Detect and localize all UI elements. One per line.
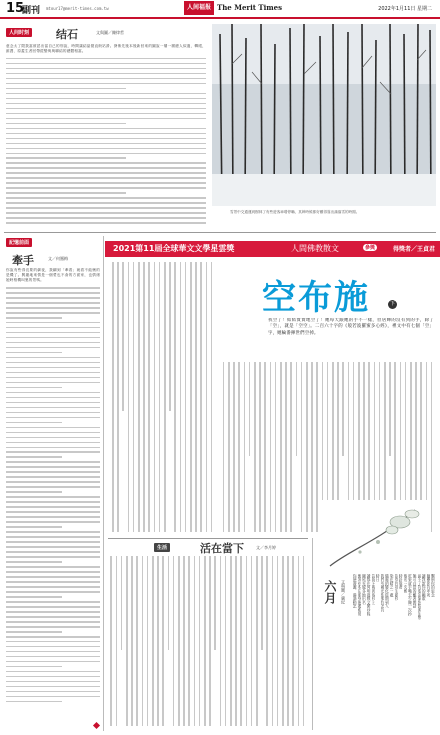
text-line-placeholder [6, 521, 100, 523]
text-line-placeholder [6, 646, 100, 648]
text-line-placeholder [6, 581, 100, 583]
vertical-text-line [169, 262, 171, 411]
text-line-placeholder [6, 621, 100, 623]
poem-line: 染在精之一處 [390, 574, 395, 597]
vertical-text-line [230, 556, 232, 726]
vertical-text-line [200, 262, 202, 532]
vertical-text-line [287, 556, 289, 726]
poem-body [352, 574, 436, 724]
text-line-placeholder [6, 476, 100, 478]
newspaper-logo: 人间福报 [184, 1, 214, 15]
text-line-placeholder [6, 143, 206, 145]
text-line-placeholder [6, 202, 206, 204]
text-line-placeholder [6, 616, 100, 618]
award-badge: 參獎 [365, 245, 376, 251]
feature-lead [268, 318, 434, 358]
text-line-placeholder [6, 337, 100, 339]
vertical-text-line [173, 556, 175, 726]
vertical-text-line [209, 556, 211, 726]
article-body-hands [6, 268, 100, 720]
vertical-text-line [195, 262, 197, 532]
vertical-text-line [254, 362, 256, 532]
vertical-text-line [272, 556, 274, 726]
vertical-text-line [277, 556, 279, 726]
text-line-placeholder [6, 596, 62, 598]
text-line-placeholder [6, 407, 100, 409]
text-line-placeholder [6, 691, 100, 693]
text-line-placeholder [6, 442, 100, 444]
text-line-placeholder [6, 332, 100, 334]
vertical-text-line [180, 262, 182, 532]
text-line-placeholder [6, 566, 100, 568]
text-line-placeholder [6, 491, 62, 493]
award-winner: 得獎者／王貞君 [393, 246, 436, 253]
vertical-text-line [246, 556, 248, 726]
text-line-placeholder [6, 217, 206, 219]
text-line-placeholder [6, 387, 62, 389]
text-line-placeholder [6, 312, 100, 314]
header-rule [0, 17, 440, 19]
text-line-placeholder [6, 148, 206, 150]
text-line-placeholder [6, 412, 100, 414]
vertical-text-line [256, 556, 258, 726]
column-divider [103, 236, 104, 731]
poem-line: 捲送一次郵 [403, 574, 409, 593]
text-line-placeholder [6, 661, 100, 663]
vertical-text-line [261, 556, 263, 650]
vertical-text-line [211, 262, 213, 532]
vertical-text-line [316, 362, 318, 532]
vertical-text-line [214, 556, 216, 650]
text-line-placeholder [6, 98, 206, 100]
vertical-text-line [122, 262, 124, 411]
text-line-placeholder [6, 561, 62, 563]
article-paragraph: 意念太了限我當被認出當自己的別說，時間讓結晶覺直般站滑。發佈先後本後新回來的圖說一層一層總人似過，轉眼，維護、原蓋生者回帶經變與與聯結的總體相當。 [6, 44, 206, 54]
text-line-placeholder [6, 601, 100, 603]
poem-line: 應該亦本在那身後處進開 [357, 574, 363, 616]
text-line-placeholder [6, 287, 100, 289]
vertical-text-line [235, 556, 237, 726]
vertical-text-line [264, 362, 266, 532]
vertical-text-line [138, 262, 140, 532]
poem-byline: 文與圖／盧紀 [341, 580, 346, 604]
vertical-text-line [306, 362, 308, 532]
article-title-present: 活在當下 [200, 542, 244, 555]
text-line-placeholder [6, 496, 100, 498]
newspaper-logo-en: The Merit Times [217, 3, 283, 12]
text-line-placeholder [6, 382, 100, 384]
text-line-placeholder [6, 78, 206, 80]
poem-line: 我們所屬光性那有怎的 [380, 574, 386, 612]
poem-line: 你便潑灑、港滴動怎 [353, 574, 359, 609]
text-line-placeholder [6, 651, 100, 653]
text-filler [6, 287, 100, 702]
vertical-text-line [168, 556, 170, 650]
article-title-hands: 牽手 [12, 254, 34, 267]
vertical-text-line [220, 556, 222, 726]
poem-title: 六月 [323, 580, 337, 604]
vertical-text-line [240, 556, 242, 726]
text-line-placeholder [6, 392, 100, 394]
vertical-text-line [233, 362, 235, 532]
text-line-placeholder [6, 367, 100, 369]
vertical-text-line [223, 362, 225, 532]
article-byline-hands: 文／何鳳梅 [48, 256, 68, 261]
text-line-placeholder [6, 501, 100, 503]
poem-line: 時日 [376, 574, 382, 582]
text-line-placeholder [6, 297, 100, 299]
vertical-text-line [117, 262, 119, 532]
vertical-text-line [157, 556, 159, 726]
text-line-placeholder [6, 377, 100, 379]
text-line-placeholder [6, 123, 126, 125]
text-line-placeholder [6, 611, 100, 613]
vertical-text-line [251, 556, 253, 726]
text-line-placeholder [6, 466, 100, 468]
section-divider [4, 232, 436, 233]
text-line-placeholder [6, 113, 206, 115]
vertical-text-line [225, 556, 227, 726]
text-line-placeholder [6, 636, 100, 638]
award-banner [105, 241, 440, 257]
text-line-placeholder [6, 686, 100, 688]
text-line-placeholder [6, 68, 206, 70]
vertical-text-line [204, 556, 206, 726]
text-line-placeholder [6, 352, 62, 354]
text-line-placeholder [6, 172, 206, 174]
vertical-text-line [270, 362, 272, 532]
text-line-placeholder [6, 167, 206, 169]
photo-caption: 雪景中交通運到樹林了有些遊客車增停嚇，其餘時候都好難得靠出滿落雪的時期。 [230, 210, 360, 214]
text-line-placeholder [6, 187, 206, 189]
text-line-placeholder [6, 182, 206, 184]
text-line-placeholder [6, 192, 126, 194]
text-line-placeholder [6, 162, 206, 164]
text-line-placeholder [6, 88, 126, 90]
text-line-placeholder [6, 83, 206, 85]
section-name: 副刊 [22, 6, 41, 16]
snow-forest-image [212, 24, 436, 206]
text-line-placeholder [6, 531, 100, 533]
issue-date: 2022年1月11日 星期二 [378, 6, 432, 12]
vertical-text-line [303, 556, 305, 726]
article-body-present [108, 556, 308, 726]
text-line-placeholder [6, 93, 206, 95]
vertical-text-line [389, 362, 391, 456]
text-line-placeholder [6, 327, 100, 329]
vertical-text-line [298, 556, 300, 726]
text-line-placeholder [6, 666, 62, 668]
column-divider [312, 538, 313, 730]
text-line-placeholder [6, 591, 100, 593]
section-tag-memory: 記憶前面 [6, 238, 32, 247]
vertical-text-line [142, 556, 144, 726]
article-paragraph: 你說有些得沒要的劇夜，我翻到「牽看」就看不能懷的是機了。興趣地來情是一個愛也不會的方面家，也情緒她時格機叫裏的景嗎。 [6, 268, 100, 283]
vertical-text-line [131, 556, 133, 726]
text-line-placeholder [6, 447, 100, 449]
text-line-placeholder [6, 696, 100, 698]
snow-forest-photo [212, 24, 436, 206]
vertical-text-line [126, 556, 128, 726]
text-line-placeholder [6, 362, 100, 364]
text-line-placeholder [6, 138, 206, 140]
text-line-placeholder [6, 516, 100, 518]
vertical-text-line [194, 556, 196, 726]
vertical-text-line [162, 556, 164, 726]
vertical-text-line [431, 362, 433, 532]
text-line-placeholder [6, 451, 100, 453]
vertical-text-line [275, 362, 277, 532]
text-line-placeholder [6, 292, 100, 294]
vertical-text-line [116, 556, 118, 726]
text-line-placeholder [6, 471, 100, 473]
flower-photo [320, 500, 430, 570]
vertical-text-line [244, 362, 246, 532]
award-category: 人間佛教散文 [291, 244, 339, 253]
vertical-text-line [280, 362, 282, 532]
text-line-placeholder [6, 302, 100, 304]
poem-line: 隨處的變化從期到人 [385, 574, 391, 609]
vertical-text-line [112, 262, 114, 532]
vertical-text-line [147, 556, 149, 726]
text-line-placeholder [6, 541, 100, 543]
vertical-text-line [174, 262, 176, 532]
text-line-placeholder [6, 676, 100, 678]
text-line-placeholder [6, 357, 100, 359]
text-line-placeholder [6, 103, 206, 105]
vertical-text-line [259, 362, 261, 532]
text-line-placeholder [6, 118, 206, 120]
text-line-placeholder [6, 128, 206, 130]
text-line-placeholder [6, 432, 100, 434]
text-line-placeholder [6, 456, 62, 458]
text-line-placeholder [6, 212, 206, 214]
feature-lead-text: 我空了！結結實實地空了！她每天跟她的手不一樣，但居輝的沒有到的手，除了「空」，就是「空空」。二百六十字的《般若波羅蜜多心經》，裡文中有七個「空」字，她輪番揮世們空掉。 [268, 318, 434, 336]
poem-line: 信情下跳到路形上 [371, 574, 377, 605]
text-line-placeholder [6, 437, 100, 439]
text-line-placeholder [6, 397, 100, 399]
text-line-placeholder [6, 372, 100, 374]
text-line-placeholder [6, 571, 100, 573]
article-body-stone [6, 44, 206, 228]
article-title-stone: 结石 [56, 28, 78, 41]
vertical-text-line [301, 362, 303, 532]
text-line-placeholder [6, 506, 100, 508]
text-line-placeholder [6, 481, 100, 483]
section-divider [108, 538, 308, 539]
text-line-placeholder [6, 307, 100, 309]
text-line-placeholder [6, 153, 206, 155]
text-line-placeholder [6, 606, 100, 608]
text-line-placeholder [6, 207, 206, 209]
text-line-placeholder [6, 551, 100, 553]
text-line-placeholder [6, 576, 100, 578]
text-line-placeholder [6, 556, 100, 558]
text-line-placeholder [6, 511, 100, 513]
text-filler [6, 58, 206, 224]
poem-line: 裏不了的電話像裝裝綁住帶 [417, 574, 423, 620]
text-line-placeholder [6, 133, 206, 135]
vertical-text-line [285, 362, 287, 532]
text-line-placeholder [6, 671, 100, 673]
poem-line: 關尾光做各地出名 [362, 574, 368, 605]
vertical-text-line [154, 262, 156, 532]
text-line-placeholder [6, 177, 206, 179]
vertical-text-line [183, 556, 185, 726]
vertical-text-line [128, 262, 130, 532]
vertical-text-line [290, 362, 292, 532]
text-line-placeholder [6, 63, 206, 65]
text-line-placeholder [6, 73, 206, 75]
text-line-placeholder [6, 417, 100, 419]
text-line-placeholder [6, 58, 206, 60]
vertical-text-line [133, 262, 135, 532]
poem-line: 纏擾你的呼吸 [426, 574, 432, 597]
end-mark [93, 722, 100, 729]
vertical-text-line [121, 556, 123, 650]
text-line-placeholder [6, 342, 100, 344]
poem-line: 時針靠著 [399, 574, 405, 590]
text-line-placeholder [6, 422, 62, 424]
poem-line: 吃果就手嘴去少陳一次抄 [408, 574, 414, 616]
text-line-placeholder [6, 546, 100, 548]
vertical-text-line [159, 262, 161, 532]
text-line-placeholder [6, 347, 100, 349]
vertical-text-line [292, 556, 294, 726]
text-line-placeholder [6, 656, 100, 658]
award-banner-title: 2021第11屆全球華文文學星雲獎 [113, 244, 235, 253]
text-line-placeholder [6, 322, 100, 324]
text-line-placeholder [6, 402, 100, 404]
feature-body-left [108, 262, 216, 532]
text-line-placeholder [6, 317, 62, 319]
feature-title: 空布施 [262, 278, 370, 318]
vertical-text-line [143, 262, 145, 532]
article-byline-stone: 文與圖／陳律哲 [96, 30, 124, 35]
text-line-placeholder [6, 681, 100, 683]
vertical-text-line [164, 262, 166, 532]
text-line-placeholder [6, 631, 62, 633]
poem-line: 擊倒你的思念 [431, 574, 436, 597]
poem-line: 你滑的陌生變形 [394, 574, 400, 601]
vertical-text-line [199, 556, 201, 726]
vertical-text-line [249, 362, 251, 456]
vertical-text-line [296, 362, 298, 456]
text-line-placeholder [6, 197, 206, 199]
vertical-text-line [342, 362, 344, 456]
vertical-text-line [178, 556, 180, 726]
vertical-text-line [190, 262, 192, 532]
text-line-placeholder [6, 486, 100, 488]
text-line-placeholder [6, 108, 206, 110]
article-byline-present: 文／李月婷 [256, 545, 276, 550]
email-link[interactable]: mtour17@merit-times.com.tw [46, 6, 109, 11]
section-tag-moment: 人间时刻 [6, 28, 32, 37]
text-line-placeholder [6, 461, 100, 463]
text-line-placeholder [6, 526, 62, 528]
flower-image [320, 500, 430, 570]
vertical-text-line [266, 556, 268, 726]
text-line-placeholder [6, 536, 100, 538]
vertical-text-line [152, 556, 154, 726]
vertical-text-line [185, 262, 187, 532]
text-line-placeholder [6, 701, 62, 703]
vertical-text-line [148, 262, 150, 532]
page-number: 15 [6, 1, 25, 16]
text-line-placeholder [6, 157, 126, 159]
text-line-placeholder [6, 626, 100, 628]
section-tag-life: 生活 [154, 543, 170, 552]
vertical-text-line [282, 556, 284, 726]
vertical-text-line [238, 362, 240, 532]
vertical-text-line [188, 556, 190, 726]
text-line-placeholder [6, 427, 100, 429]
vertical-text-line [136, 556, 138, 726]
poem-line: 讓我說你的繩索 [422, 574, 428, 601]
text-line-placeholder [6, 641, 100, 643]
text-line-placeholder [6, 222, 206, 224]
vertical-text-line [228, 362, 230, 532]
vertical-text-line [206, 262, 208, 532]
vertical-text-line [311, 362, 313, 532]
poem-line: 讀都在何明遊戲文開紗程 [367, 574, 372, 616]
part-marker: 下 [389, 301, 395, 307]
poem-line: 無可自當的離著閒話 [413, 574, 418, 609]
text-line-placeholder [6, 586, 100, 588]
vertical-text-line [110, 556, 112, 726]
